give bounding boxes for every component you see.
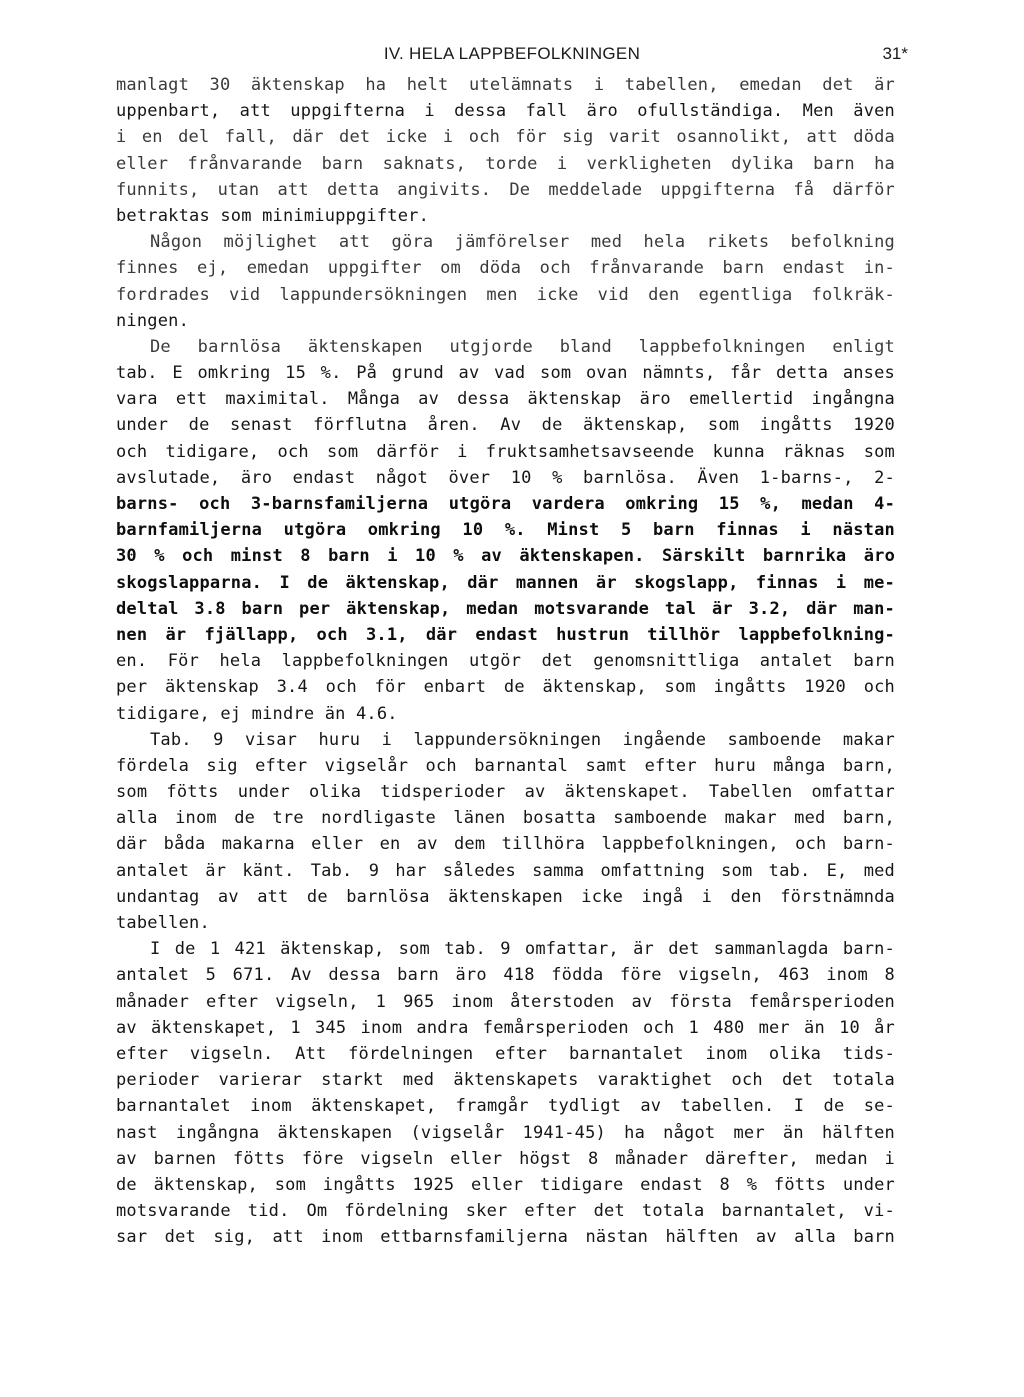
text-line: Tab. 9 visar huru i lappundersökningen ingående samboende makar <box>150 729 895 750</box>
text-line: som fötts under olika tidsperioder av äktenskapet. Tabellen omfattar <box>116 782 895 803</box>
text-line: i en del fall, där det icke i och för sig varit osannolikt, att döda <box>116 127 895 148</box>
text-line: De barnlösa äktenskapen utgjorde bland lappbefolkningen enligt <box>150 336 895 357</box>
text-line: finnes ej, emedan uppgifter om döda och frånvarande barn endast in- <box>116 258 895 279</box>
paragraph <box>116 936 895 1250</box>
text-line: funnits, utan att detta angivits. De meddelade uppgifterna få därför <box>116 179 895 200</box>
running-head <box>0 44 1024 68</box>
text-line: 30 % och minst 8 barn i 10 % av äktenskapen. Särskilt barnrika äro <box>116 546 895 567</box>
paragraph <box>116 72 895 229</box>
text-line: och tidigare, och som därför i fruktsamhetsavseende kunna räknas som <box>116 441 895 462</box>
chapter-heading: IV. HELA LAPPBEFOLKNINGEN <box>383 44 641 63</box>
text-line: de äktenskap, som ingåtts 1925 eller tidigare endast 8 % fötts under <box>116 1174 895 1195</box>
paragraph <box>116 229 895 334</box>
text-line: deltal 3.8 barn per äktenskap, medan motsvarande tal är 3.2, där man- <box>116 598 895 619</box>
text-line: sar det sig, att inom ettbarnsfamiljerna nästan hälften av alla barn <box>116 1227 895 1248</box>
text-line: antalet 5 671. Av dessa barn äro 418 födda före vigseln, 463 inom 8 <box>116 965 895 986</box>
text-line: barns- och 3-barnsfamiljerna utgöra vardera omkring 15 %, medan 4- <box>116 494 895 514</box>
text-line: vara ett maximital. Många av dessa äktenskap äro emellertid ingångna <box>116 389 895 410</box>
text-line: fördela sig efter vigselår och barnantal samt efter huru många barn, <box>116 755 895 776</box>
text-line: Någon möjlighet att göra jämförelser med hela rikets befolkning <box>150 232 895 253</box>
text-line: där båda makarna eller en av dem tillhöra lappbefolkningen, och barn- <box>116 834 895 855</box>
text-line: ningen. <box>116 310 190 331</box>
text-line: betraktas som minimiuppgifter. <box>116 205 430 226</box>
text-line: tab. E omkring 15 %. På grund av vad som ovan nämnts, får detta anses <box>116 363 895 384</box>
text-line: barnfamiljerna utgöra omkring 10 %. Minst 5 barn finnas i nästan <box>116 520 895 541</box>
text-line: uppenbart, att uppgifterna i dessa fall äro ofullständiga. Men även <box>116 101 895 122</box>
text-line: nast ingångna äktenskapen (vigselår 1941-45) ha något mer än hälften <box>116 1122 895 1143</box>
text-line: tidigare, ej mindre än 4.6. <box>116 703 398 724</box>
paragraph <box>116 727 895 937</box>
text-line: manlagt 30 äktenskap ha helt utelämnats i tabellen, emedan det är <box>116 75 895 95</box>
text-line: tabellen. <box>116 913 210 933</box>
text-line: barnantalet inom äktenskapet, framgår tydligt av tabellen. I de se- <box>116 1096 895 1117</box>
text-line: alla inom de tre nordligaste länen bosatta samboende makar med barn, <box>116 808 895 829</box>
text-line: per äktenskap 3.4 och för enbart de äktenskap, som ingåtts 1920 och <box>116 677 895 698</box>
text-line: perioder varierar starkt med äktenskapets varaktighet och det totala <box>116 1070 895 1091</box>
text-line: efter vigseln. Att fördelningen efter barnantalet inom olika tids- <box>116 1043 895 1064</box>
paragraph <box>116 334 895 727</box>
text-line: fordrades vid lappundersökningen men icke vid den egentliga folkräk- <box>116 284 895 305</box>
text-line: antalet är känt. Tab. 9 har således samma omfattning som tab. E, med <box>116 860 895 881</box>
text-line: eller frånvarande barn saknats, torde i verkligheten dylika barn ha <box>116 153 895 174</box>
text-line: av barnen fötts före vigseln eller högst 8 månader därefter, medan i <box>116 1148 895 1169</box>
text-line: motsvarande tid. Om fördelning sker efter det totala barnantalet, vi- <box>116 1201 895 1222</box>
text-line: skogslapparna. I de äktenskap, där mannen är skogslapp, finnas i me- <box>116 572 895 593</box>
text-line: av äktenskapet, 1 345 inom andra femårsperioden och 1 480 mer än 10 år <box>116 1017 895 1038</box>
text-line: en. För hela lappbefolkningen utgör det genomsnittliga antalet barn <box>116 651 895 672</box>
text-line: avslutade, äro endast något över 10 % barnlösa. Även 1-barns-, 2- <box>116 467 895 488</box>
page-number: 31* <box>882 44 908 63</box>
body-text <box>116 72 895 1250</box>
text-line: under de senast förflutna åren. Av de äktenskap, som ingåtts 1920 <box>116 415 895 436</box>
text-line: nen är fjällapp, och 3.1, där endast hustrun tillhör lappbefolkning- <box>116 624 895 645</box>
text-line: undantag av att de barnlösa äktenskapen icke ingå i den förstnämnda <box>116 886 895 907</box>
text-line: månader efter vigseln, 1 965 inom återstoden av första femårsperioden <box>116 991 895 1012</box>
text-line: I de 1 421 äktenskap, som tab. 9 omfattar, är det sammanlagda barn- <box>150 939 895 960</box>
